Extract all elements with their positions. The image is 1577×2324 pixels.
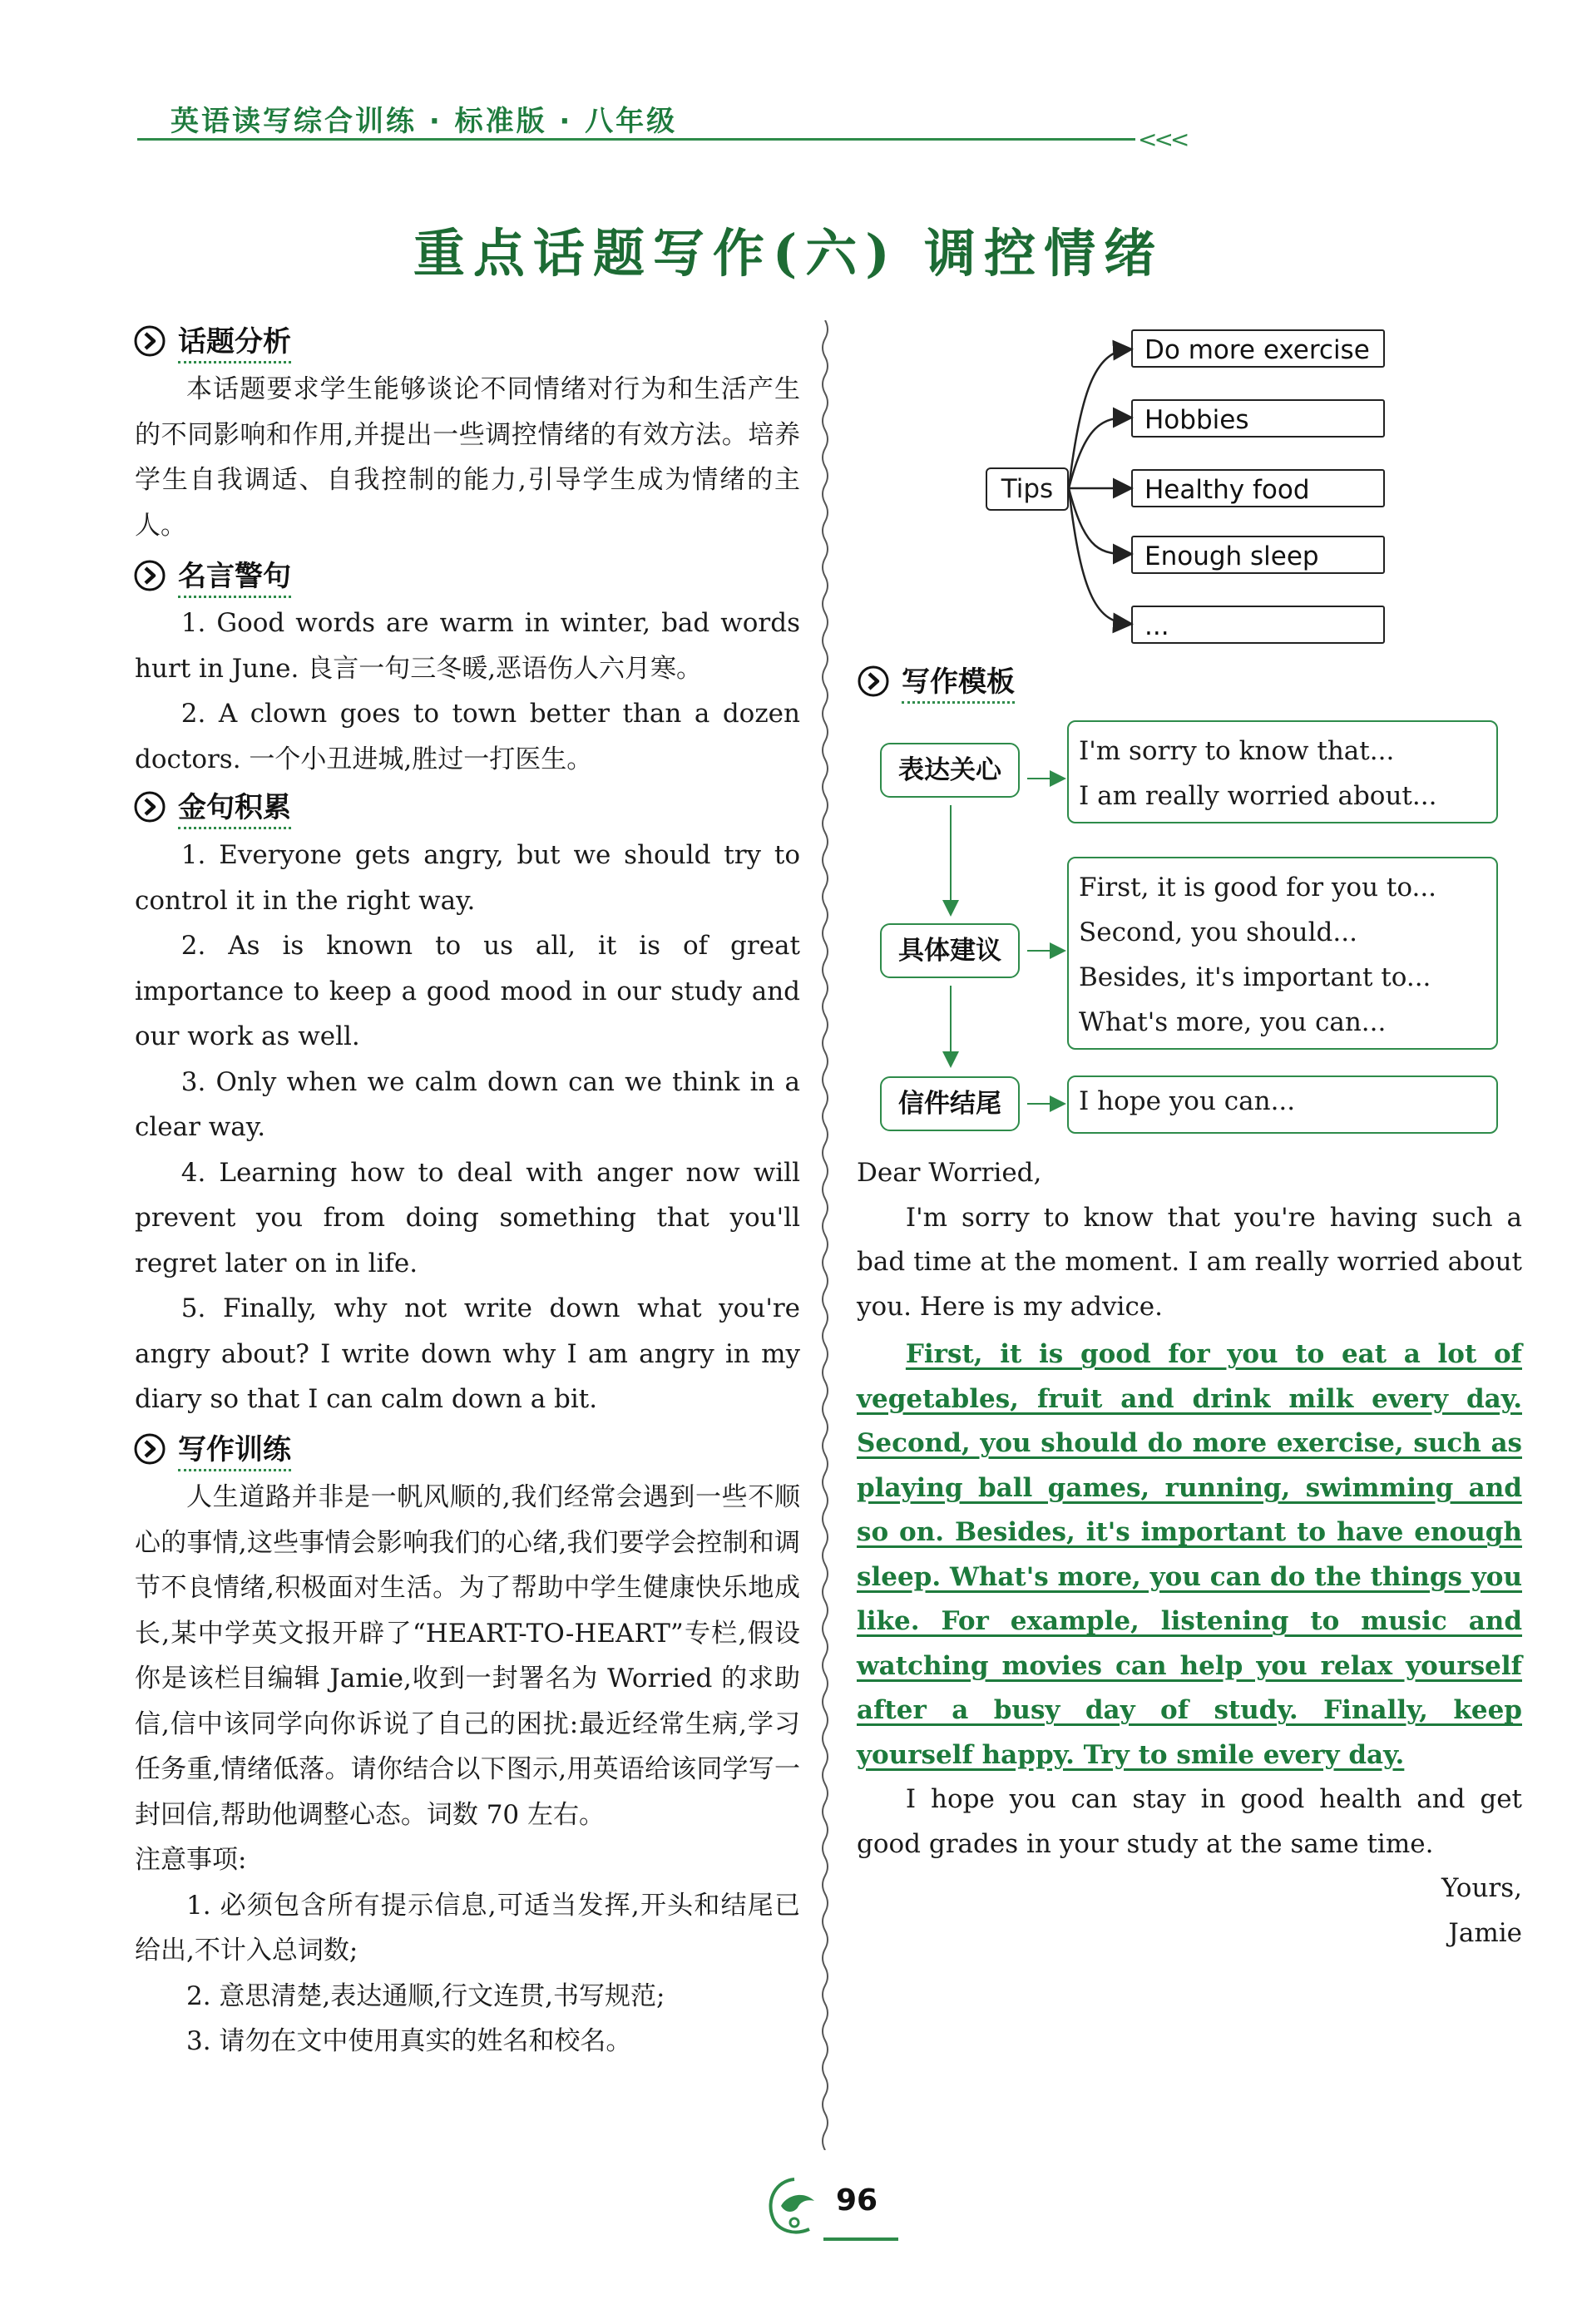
tip-item: Healthy food bbox=[1131, 469, 1385, 507]
play-circle-icon bbox=[133, 559, 166, 592]
note-item: 1. 必须包含所有提示信息,可适当发挥,开头和结尾已给出,不计入总词数; bbox=[135, 1890, 800, 1966]
section-training-heading bbox=[133, 1428, 291, 1470]
section-title: 写作模板 bbox=[902, 659, 1015, 704]
tip-item: Hobbies bbox=[1131, 399, 1385, 438]
section-title: 名言警句 bbox=[178, 553, 291, 598]
letter-signature: Jamie bbox=[1448, 1917, 1522, 1948]
section-sentences-heading bbox=[133, 786, 291, 828]
mindmap-connectors bbox=[1065, 333, 1139, 649]
sentence-item: 2. As is known to us all, it is of great importance to keep a good mood in our study and our work as well. bbox=[135, 931, 800, 1051]
flow-line: Besides, it's important to... bbox=[1079, 962, 1431, 992]
flow-line: Second, you should... bbox=[1079, 917, 1357, 947]
flow-line: I am really worried about... bbox=[1079, 781, 1437, 811]
flow-box-concern bbox=[1067, 720, 1498, 823]
note-item: 2. 意思清楚,表达通顺,行文连贯,书写规范; bbox=[186, 1980, 665, 2011]
section-title: 写作训练 bbox=[178, 1427, 291, 1471]
section-title: 话题分析 bbox=[178, 319, 291, 363]
play-circle-icon bbox=[133, 790, 166, 823]
flow-line: I hope you can... bbox=[1079, 1086, 1296, 1116]
letter-answer: First, it is good for you to eat a lot of vegetables, fruit and drink milk every day. Second, you should do more exercise, such as playing ball games, running, swimming and so on. Besides, it's important to have enough sleep. What's more, you can do the things you like. For example, listening to music and watching movies can help you relax yourself after a busy day of study. Finally, keep yourself happy. Try to smile every day. bbox=[857, 1339, 1522, 1770]
note-item: 3. 请勿在文中使用真实的姓名和校名。 bbox=[186, 2026, 632, 2056]
analysis-text: 本话题要求学生能够谈论不同情绪对行为和生活产生的不同影响和作用,并提出一些调控情绪的有效方法。培养学生自我调适、自我控制的能力,引导学生成为情绪的主人。 bbox=[135, 374, 800, 541]
sentence-item: 4. Learning how to deal with anger now will prevent you from doing something that you'll regret later on in life. bbox=[135, 1157, 800, 1278]
page-number-rule bbox=[823, 2237, 898, 2241]
tip-item: Enough sleep bbox=[1131, 536, 1385, 574]
section-analysis-heading bbox=[133, 320, 291, 362]
quote-item: 2. A clown goes to town better than a dozen doctors. 一个小丑进城,胜过一打医生。 bbox=[135, 699, 800, 774]
book-title: 英语读写综合训练 · 标准版 · 八年级 bbox=[171, 105, 678, 138]
reply-letter bbox=[857, 1151, 1522, 1956]
letter-signoff: Yours, bbox=[1441, 1873, 1522, 1903]
section-quotes-heading bbox=[133, 555, 291, 596]
tip-item: Do more exercise bbox=[1131, 329, 1385, 368]
sentence-item: 1. Everyone gets angry, but we should try to control it in the right way. bbox=[135, 840, 800, 916]
section-title: 金句积累 bbox=[178, 784, 291, 829]
letter-closing: I hope you can stay in good health and get good grades in your study at the same time. bbox=[857, 1784, 1522, 1859]
sentences-list bbox=[135, 833, 800, 1422]
chevron-left-icon: <<< bbox=[1138, 126, 1187, 153]
quote-item: 1. Good words are warm in winter, bad words hurt in June. 良言一句三冬暖,恶语伤人六月寒。 bbox=[135, 608, 800, 684]
letter-greeting: Dear Worried, bbox=[857, 1158, 1042, 1188]
quotes-list bbox=[135, 601, 800, 782]
flow-box-advice bbox=[1067, 857, 1498, 1050]
section-template-heading bbox=[857, 660, 1015, 702]
page-title: 重点话题写作(六) 调控情绪 bbox=[413, 223, 1164, 284]
page-number: 96 bbox=[836, 2183, 878, 2218]
header-rule bbox=[137, 138, 1135, 141]
flow-line: What's more, you can... bbox=[1079, 1007, 1387, 1037]
sentence-item: 3. Only when we calm down can we think in a clear way. bbox=[135, 1066, 800, 1142]
tip-item: ... bbox=[1131, 606, 1385, 644]
flow-line: First, it is good for you to... bbox=[1079, 873, 1437, 902]
column-divider bbox=[818, 320, 833, 2150]
flow-label-ending: 信件结尾 bbox=[880, 1076, 1020, 1131]
notes-title: 注意事项: bbox=[135, 1845, 247, 1875]
training-text: 人生道路并非是一帆风顺的,我们经常会遇到一些不顺心的事情,这些事情会影响我们的心绪,我们要学会控制和调节不良情绪,积极面对生活。为了帮助中学生健康快乐地成长,某中学英文报开辟了“HEART-TO-HEART”专栏,假设你是该栏目编辑 Jamie,收到一封署名为 Worried 的求助信,信中该同学向你诉说了自己的困扰:最近经常生病,学习任务重,情绪低落。请你结合以下图示,用英语给该同学写一封回信,帮助他调整心态。词数 70 左右。 注意事项: 1. 必须包含所有提示信息,可适当发挥,开头和结尾已给出,不计入总词数; 2. 意思清楚,表达通顺,行文连贯,书写规范; 3. 请勿在文中使用真实的姓名和校名。 bbox=[135, 1475, 800, 2064]
flow-box-ending bbox=[1067, 1075, 1498, 1134]
sentence-item: 5. Finally, why not write down what you're angry about? I write down why I am angry in my diary so that I can calm down a bit. bbox=[135, 1293, 800, 1414]
flow-label-concern: 表达关心 bbox=[880, 743, 1020, 798]
play-circle-icon bbox=[133, 324, 166, 358]
dolphin-logo-icon bbox=[761, 2173, 828, 2239]
flow-line: I'm sorry to know that... bbox=[1079, 736, 1395, 766]
play-circle-icon bbox=[133, 1432, 166, 1466]
letter-opening: I'm sorry to know that you're having such a bad time at the moment. I am really worried about you. Here is my advice. bbox=[857, 1202, 1522, 1322]
tips-center-node: Tips bbox=[986, 467, 1069, 511]
play-circle-icon bbox=[857, 665, 890, 698]
flow-label-advice: 具体建议 bbox=[880, 923, 1020, 978]
